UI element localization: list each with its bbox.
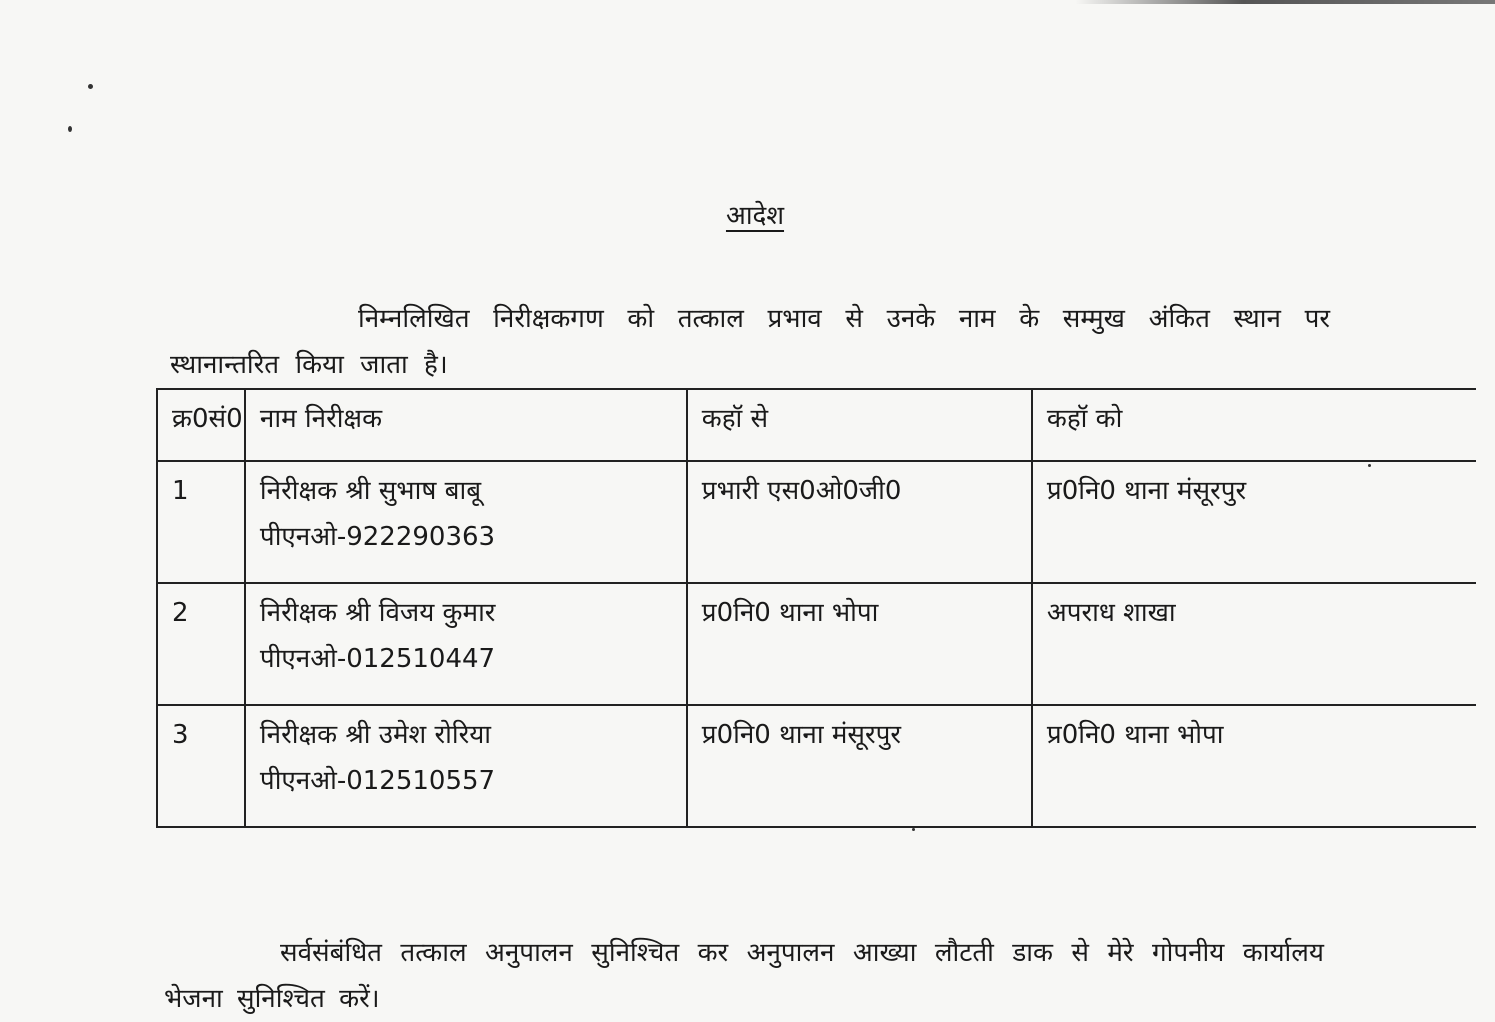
table-row: [157, 583, 1476, 705]
header-serial-number: क्र0सं0: [157, 389, 245, 461]
cell-serial-number: 1: [157, 461, 245, 583]
cell-from-location: प्र0नि0 थाना मंसूरपुर: [687, 705, 1032, 827]
inspector-name: निरीक्षक श्री सुभाष बाबू: [259, 476, 482, 506]
document-heading: आदेश: [725, 201, 785, 231]
inspector-name: निरीक्षक श्री विजय कुमार: [259, 598, 496, 628]
scan-speck: [88, 84, 93, 89]
inspector-pno: पीएनओ-012510447: [259, 644, 496, 674]
header-from-location: कहॉ से: [687, 389, 1032, 461]
cell-to-location: अपराध शाखा: [1032, 583, 1476, 705]
cell-to-location: प्र0नि0 थाना मंसूरपुर: [1032, 461, 1476, 583]
cell-from-location: प्र0नि0 थाना भोपा: [687, 583, 1032, 705]
cell-from-location: प्रभारी एस0ओ0जी0: [687, 461, 1032, 583]
scan-speck: [68, 126, 72, 132]
cell-to-location: प्र0नि0 थाना भोपा: [1032, 705, 1476, 827]
table-row: [157, 705, 1476, 827]
cell-inspector: [245, 583, 687, 705]
header-inspector-name: नाम निरीक्षक: [245, 389, 687, 461]
scan-speck: [912, 828, 915, 831]
table-header-row: [157, 389, 1476, 461]
inspector-name: निरीक्षक श्री उमेश रोरिया: [259, 720, 492, 750]
cell-serial-number: 2: [157, 583, 245, 705]
header-to-location: कहॉ को: [1032, 389, 1476, 461]
intro-paragraph: निम्नलिखित निरीक्षकगण को तत्काल प्रभाव से उनके नाम के सम्मुख अंकित स्थान पर स्थानान्तरित किया जाता है।: [170, 304, 1330, 380]
transfer-table: [156, 388, 1476, 828]
inspector-pno: पीएनओ-922290363: [259, 522, 496, 552]
inspector-pno: पीएनओ-012510557: [259, 766, 496, 796]
table-row: [157, 461, 1476, 583]
cell-inspector: [245, 461, 687, 583]
scan-edge-artifact: [1075, 0, 1495, 4]
closing-paragraph: सर्वसंबंधित तत्काल अनुपालन सुनिश्चित कर अनुपालन आख्या लौटती डाक से मेरे गोपनीय कार्यालय भेजना सुनिश्चित करें।: [164, 938, 1324, 1014]
cell-serial-number: 3: [157, 705, 245, 827]
cell-inspector: [245, 705, 687, 827]
